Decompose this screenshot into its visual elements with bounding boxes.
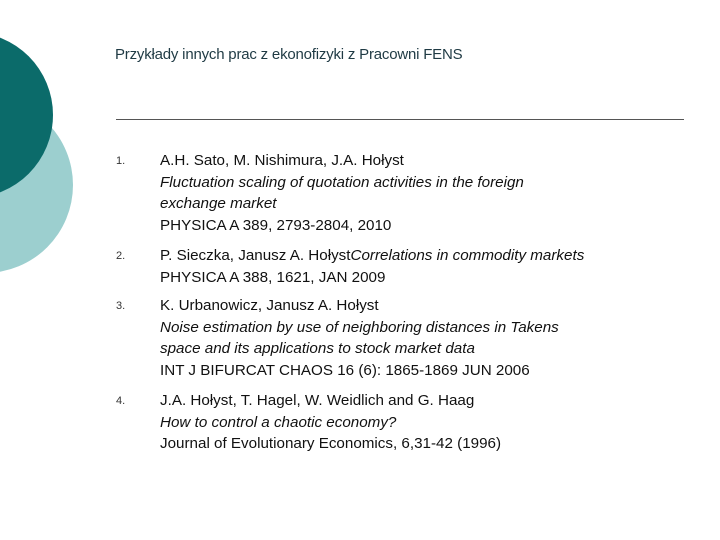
decorative-circles (0, 0, 90, 300)
title-divider (116, 119, 684, 120)
reference-authors: K. Urbanowicz, Janusz A. Hołyst (160, 297, 379, 314)
reference-authors: J.A. Hołyst, T. Hagel, W. Weidlich and G. Haag (160, 392, 475, 409)
reference-title: How to control a chaotic economy? (160, 413, 397, 431)
reference-journal: PHYSICA A 388, 1621, JAN 2009 (160, 268, 386, 286)
slide-title: Przykłady innych prac z ekonofizyki z Pracowni FENS (115, 46, 463, 63)
reference-journal: Journal of Evolutionary Economics, 6,31-42 (1996) (160, 435, 502, 453)
reference-authors: A.H. Sato, M. Nishimura, J.A. Hołyst (160, 152, 404, 169)
reference-title: Noise estimation by use of neighboring distances in Takens (160, 318, 559, 336)
list-number: 1. (116, 155, 126, 167)
reference-journal: INT J BIFURCAT CHAOS 16 (6): 1865-1869 JUN 2006 (160, 362, 530, 380)
list-number: 4. (116, 395, 126, 407)
reference-title: exchange market (160, 195, 277, 213)
reference-title: Correlations in commodity markets (350, 247, 585, 264)
reference-title: space and its applications to stock market data (160, 340, 475, 358)
reference-journal: PHYSICA A 389, 2793-2804, 2010 (160, 217, 392, 235)
reference-authors: P. Sieczka, Janusz A. Hołyst (160, 247, 351, 264)
list-number: 2. (116, 250, 126, 262)
reference-title: Fluctuation scaling of quotation activities in the foreign (160, 173, 524, 191)
list-number: 3. (116, 300, 126, 312)
